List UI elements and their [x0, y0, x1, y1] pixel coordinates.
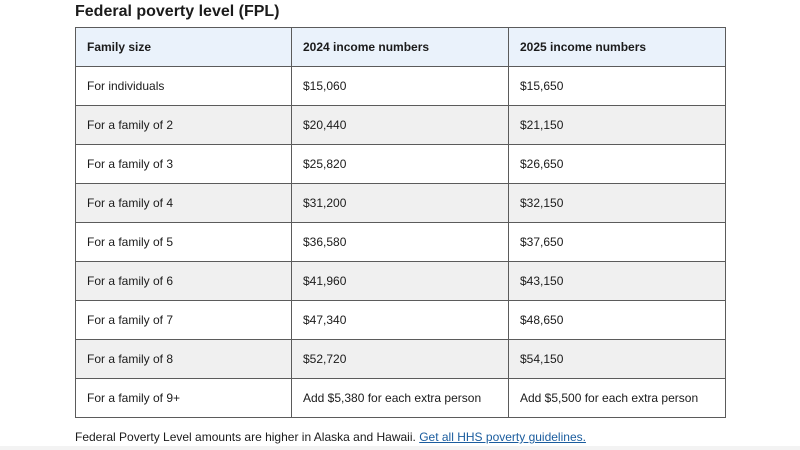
table-row: [76, 223, 726, 262]
income-2024-cell: $36,580: [292, 223, 509, 262]
income-2024-cell: $52,720: [292, 340, 509, 379]
income-2025-cell: $21,150: [509, 106, 726, 145]
table-row: [76, 106, 726, 145]
header-2025-income: 2025 income numbers: [509, 28, 726, 67]
family-size-cell: For a family of 9+: [76, 379, 292, 418]
bottom-edge: [0, 446, 800, 450]
header-family-size: Family size: [76, 28, 292, 67]
table-row: [76, 301, 726, 340]
family-size-cell: For a family of 6: [76, 262, 292, 301]
income-2025-cell: $15,650: [509, 67, 726, 106]
income-2025-cell: $26,650: [509, 145, 726, 184]
income-2024-cell: $47,340: [292, 301, 509, 340]
income-2024-cell: Add $5,380 for each extra person: [292, 379, 509, 418]
income-2024-cell: $20,440: [292, 106, 509, 145]
family-size-cell: For a family of 8: [76, 340, 292, 379]
table-row: [76, 67, 726, 106]
table-header-row: [76, 28, 726, 67]
family-size-cell: For a family of 4: [76, 184, 292, 223]
family-size-cell: For a family of 5: [76, 223, 292, 262]
poverty-level-table: [75, 27, 726, 418]
header-2024-income: 2024 income numbers: [292, 28, 509, 67]
footer-note: [75, 429, 586, 445]
footer-note-text: Federal Poverty Level amounts are higher in Alaska and Hawaii.: [75, 430, 416, 444]
income-2025-cell: $37,650: [509, 223, 726, 262]
income-2025-cell: $32,150: [509, 184, 726, 223]
income-2025-cell: Add $5,500 for each extra person: [509, 379, 726, 418]
income-2024-cell: $31,200: [292, 184, 509, 223]
table-row: [76, 379, 726, 418]
family-size-cell: For individuals: [76, 67, 292, 106]
page-title: Federal poverty level (FPL): [75, 3, 280, 20]
income-2024-cell: $25,820: [292, 145, 509, 184]
family-size-cell: For a family of 2: [76, 106, 292, 145]
family-size-cell: For a family of 7: [76, 301, 292, 340]
income-2024-cell: $41,960: [292, 262, 509, 301]
hhs-guidelines-link[interactable]: Get all HHS poverty guidelines.: [419, 430, 586, 444]
table-row: [76, 145, 726, 184]
table-row: [76, 184, 726, 223]
income-2025-cell: $48,650: [509, 301, 726, 340]
income-2024-cell: $15,060: [292, 67, 509, 106]
income-2025-cell: $54,150: [509, 340, 726, 379]
income-2025-cell: $43,150: [509, 262, 726, 301]
table-row: [76, 262, 726, 301]
table-row: [76, 340, 726, 379]
family-size-cell: For a family of 3: [76, 145, 292, 184]
